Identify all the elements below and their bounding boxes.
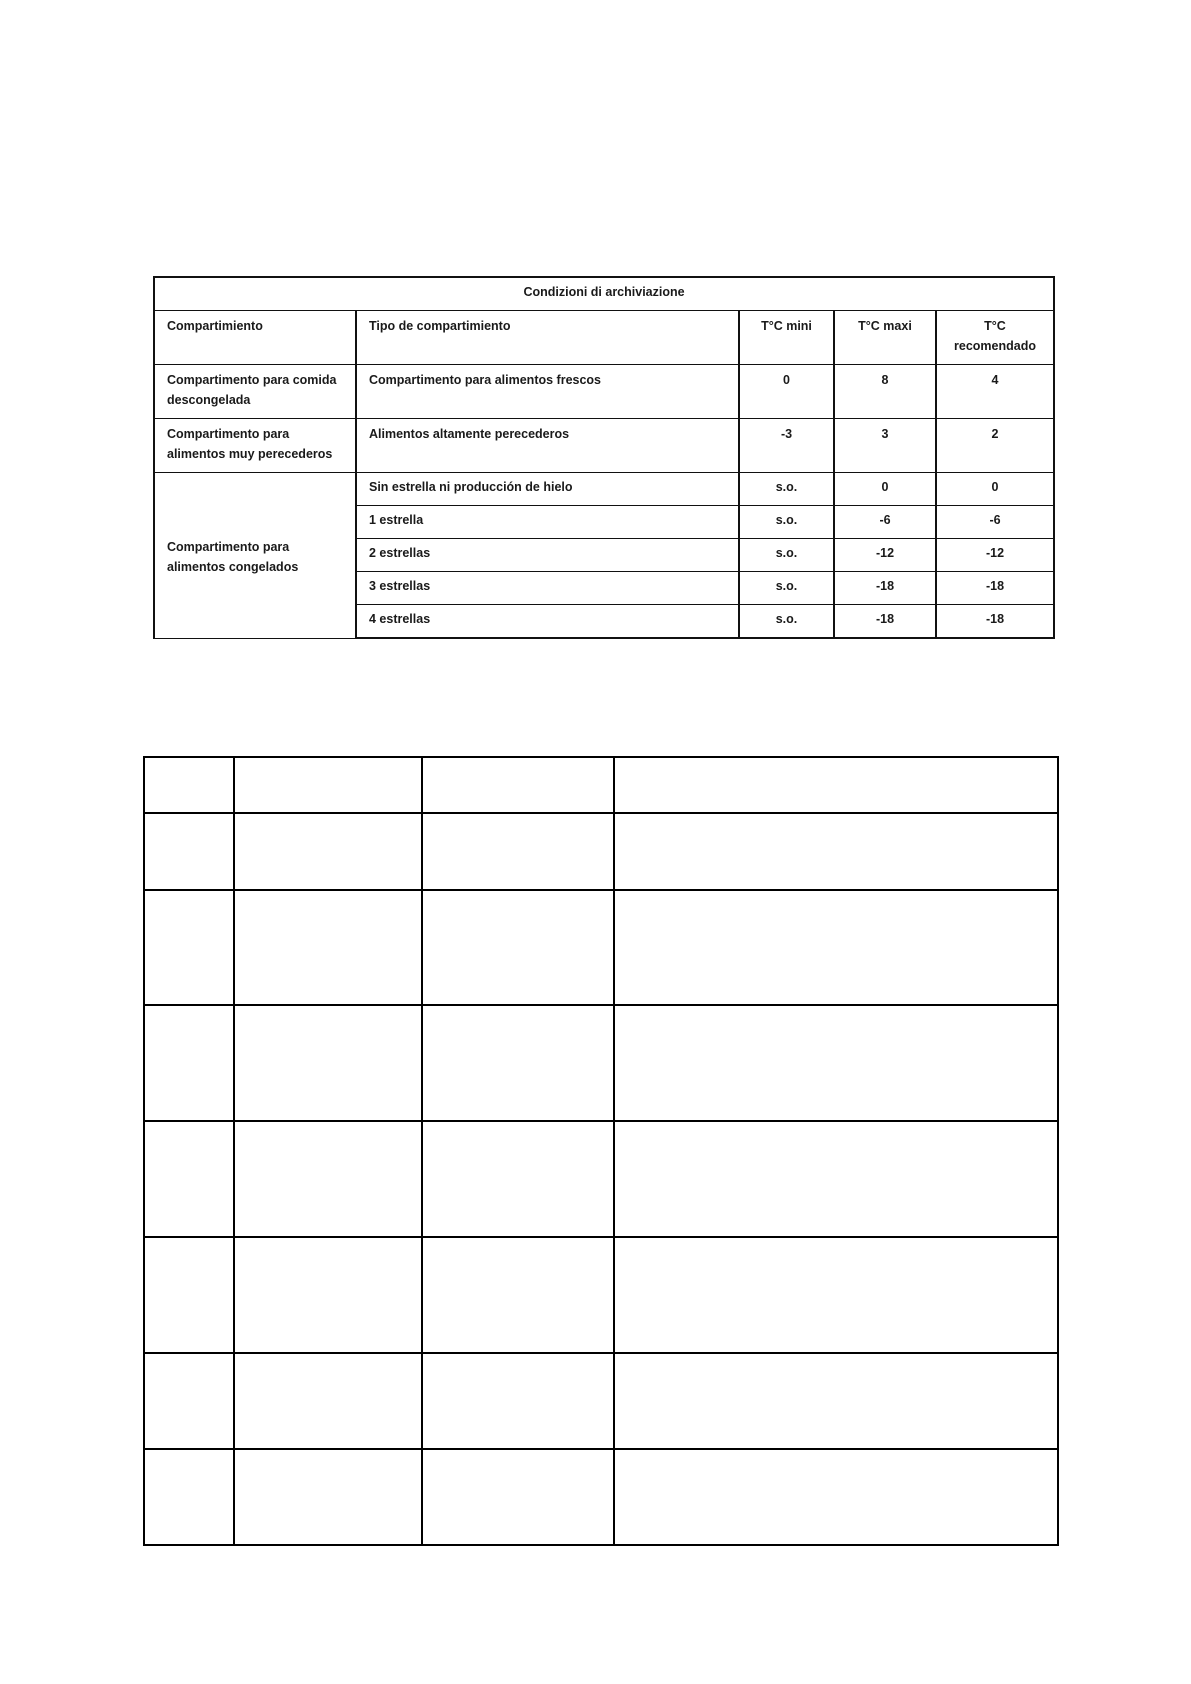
blank-cell: [234, 890, 422, 1005]
blank-row: [144, 1005, 1058, 1121]
table-title: Condizioni di archiviazione: [154, 277, 1054, 311]
blank-cell: [144, 890, 234, 1005]
cell-type: 4 estrellas: [356, 605, 739, 639]
blank-cell: [144, 757, 234, 813]
cell-type: Sin estrella ni producción de hielo: [356, 473, 739, 506]
blank-cell: [614, 813, 1058, 890]
blank-row: [144, 757, 1058, 813]
blank-cell: [422, 813, 614, 890]
blank-cell: [422, 1005, 614, 1121]
cell-max: 3: [834, 419, 936, 473]
cell-min: s.o.: [739, 605, 834, 639]
cell-max: -12: [834, 539, 936, 572]
cell-compartment: Compartimento para alimentos muy perecederos: [154, 419, 356, 473]
cell-max: -18: [834, 605, 936, 639]
cell-recommended: 0: [936, 473, 1054, 506]
cell-min: s.o.: [739, 572, 834, 605]
table-row: [154, 365, 1054, 419]
cell-min: s.o.: [739, 506, 834, 539]
blank-row: [144, 813, 1058, 890]
blank-cell: [422, 1121, 614, 1237]
cell-min: -3: [739, 419, 834, 473]
cell-recommended: -12: [936, 539, 1054, 572]
blank-cell: [144, 1121, 234, 1237]
blank-cell: [234, 1353, 422, 1449]
cell-recommended: -18: [936, 605, 1054, 639]
blank-row: [144, 1121, 1058, 1237]
header-recommended-line2: recomendado: [954, 339, 1036, 353]
header-max: T°C maxi: [834, 311, 936, 365]
cell-type: 2 estrellas: [356, 539, 739, 572]
blank-cell: [234, 757, 422, 813]
header-compartment: Compartimiento: [154, 311, 356, 365]
blank-cell: [614, 1121, 1058, 1237]
cell-compartment: Compartimento para comida descongelada: [154, 365, 356, 419]
blank-cell: [234, 1121, 422, 1237]
blank-cell: [614, 890, 1058, 1005]
blank-grid-table: [143, 756, 1059, 1546]
blank-row: [144, 1237, 1058, 1353]
blank-cell: [144, 1005, 234, 1121]
blank-cell: [422, 1237, 614, 1353]
blank-cell: [614, 1237, 1058, 1353]
cell-min: s.o.: [739, 473, 834, 506]
blank-cell: [144, 813, 234, 890]
cell-type: Alimentos altamente perecederos: [356, 419, 739, 473]
storage-conditions-table: [153, 276, 1055, 639]
cell-recommended: 2: [936, 419, 1054, 473]
table-header-row: [154, 311, 1054, 365]
cell-recommended: -18: [936, 572, 1054, 605]
blank-cell: [144, 1449, 234, 1545]
table-row: [154, 419, 1054, 473]
cell-recommended: 4: [936, 365, 1054, 419]
blank-cell: [614, 757, 1058, 813]
header-recommended: [936, 311, 1054, 365]
header-min: T°C mini: [739, 311, 834, 365]
cell-min: 0: [739, 365, 834, 419]
blank-row: [144, 1353, 1058, 1449]
blank-cell: [422, 757, 614, 813]
cell-max: 0: [834, 473, 936, 506]
header-recommended-line1: T°C: [984, 319, 1006, 333]
blank-cell: [422, 1449, 614, 1545]
blank-row: [144, 890, 1058, 1005]
table-title-row: [154, 277, 1054, 311]
blank-cell: [422, 890, 614, 1005]
blank-cell: [234, 1237, 422, 1353]
blank-cell: [614, 1005, 1058, 1121]
cell-recommended: -6: [936, 506, 1054, 539]
blank-cell: [614, 1353, 1058, 1449]
cell-min: s.o.: [739, 539, 834, 572]
cell-type: 3 estrellas: [356, 572, 739, 605]
header-type: Tipo de compartimiento: [356, 311, 739, 365]
blank-cell: [422, 1353, 614, 1449]
cell-max: 8: [834, 365, 936, 419]
blank-cell: [234, 813, 422, 890]
cell-compartment-frozen: Compartimento para alimentos congelados: [154, 473, 356, 639]
cell-max: -6: [834, 506, 936, 539]
blank-cell: [234, 1449, 422, 1545]
cell-type: 1 estrella: [356, 506, 739, 539]
blank-cell: [614, 1449, 1058, 1545]
blank-cell: [234, 1005, 422, 1121]
cell-max: -18: [834, 572, 936, 605]
blank-row: [144, 1449, 1058, 1545]
blank-cell: [144, 1353, 234, 1449]
blank-cell: [144, 1237, 234, 1353]
table-row: [154, 473, 1054, 506]
cell-type: Compartimento para alimentos frescos: [356, 365, 739, 419]
